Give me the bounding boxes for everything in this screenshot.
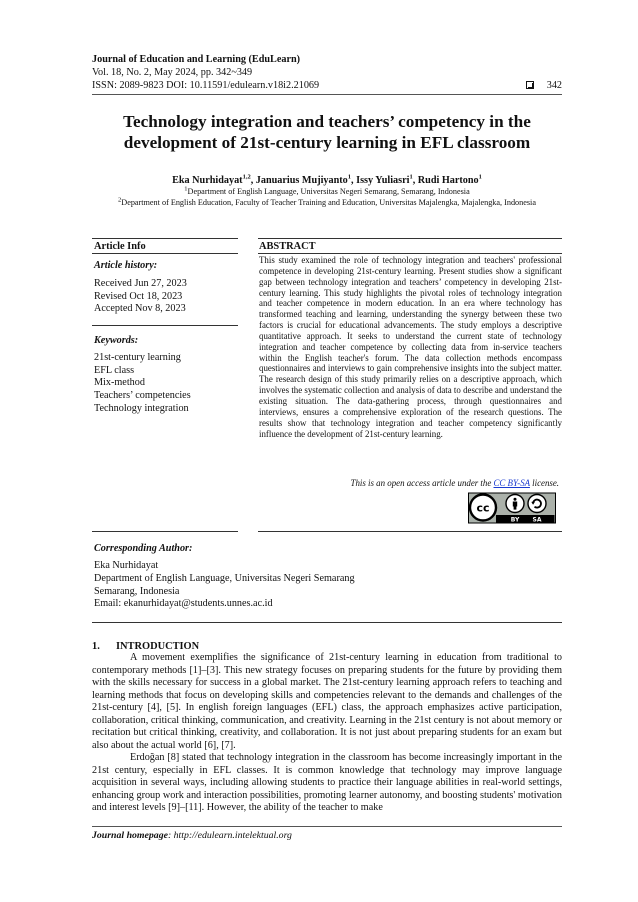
received-date: Received Jun 27, 2023 xyxy=(94,278,187,289)
history-rule xyxy=(92,325,238,326)
author-4: Rudi Hartono xyxy=(417,175,479,186)
cc-badge-cc-text: cc xyxy=(476,501,490,515)
journal-issn-doi xyxy=(92,79,562,92)
cc-badge-sa-text: SA xyxy=(532,516,542,524)
corresponding-name: Eka Nurhidayat xyxy=(94,560,159,571)
author-separator: , xyxy=(351,175,357,186)
introduction-paragraph-2: Erdoğan [8] stated that technology integration in the classroom has become increasingly important in the 21st century, especially in EFL classes. It is common knowledge that technology may improve language acquisition in several ways, including allowing students to practice their language abilities in real-world settings, enhancing group work and interaction possibilities, promoting learner autonomy, and boosting students' motivation and interest levels [9]–[11]. However, the ability of the teacher to make xyxy=(92,752,562,814)
corresponding-email[interactable]: Email: ekanurhidayat@students.unnes.ac.id xyxy=(94,598,273,610)
cc-badge-by-text: BY xyxy=(510,516,520,524)
affiliation-1-text: Department of English Language, Universitas Negeri Semarang, Semarang, Indonesia xyxy=(187,187,470,196)
article-info-top-rule xyxy=(92,238,238,239)
keywords-heading: Keywords: xyxy=(94,335,139,346)
keyword-item: Technology integration xyxy=(94,402,189,414)
section-title: INTRODUCTION xyxy=(116,641,200,652)
abstract-heading: ABSTRACT xyxy=(259,241,316,252)
article-info-heading-rule xyxy=(92,253,238,254)
affiliation-1-mark: 1 xyxy=(184,185,188,193)
keywords-list xyxy=(94,352,234,416)
keyword-item: Teachers’ competencies xyxy=(94,390,191,402)
license-suffix: license. xyxy=(529,478,559,488)
affiliation-2-text: Department of English Education, Faculty of Teacher Training and Education, Universitas Majalengka, Majalengka, Indonesia xyxy=(121,198,536,207)
cc-by-sa-license-icon[interactable] xyxy=(468,492,556,524)
footer-rule xyxy=(92,826,562,827)
abstract-text: This study examined the role of technology integration and teachers' professional competence in developing 21st-century learning. Present studies show a significant gap between technology integration and teachers’ competency in developing 21st-century learning. This study highlights the pivotal roles of technology integration and teacher competence in modern education. In an era where technology has transformed teaching and learning, understanding the synergy between these two factors is crucial for educational advancements. The study employs a descriptive quantitative approach. It seeks to understand the current state of technology integration and teacher competence by collecting data from in-service teachers within the English teacher's forum. The data collection methods encompass questionnaires and interviews to gain comprehensive insights into the subject matter. The research design of this study primarily relies on a descriptive approach, which involves the systematic collection and analysis of data to describe and understand the existing situation. The data-gathering process, through questionnaires and interviews, ensures a comprehensive exploration of the research questions. The results show that technology integration and teacher competency significantly influence the development of 21st-century learning. xyxy=(259,255,562,439)
checkbox-square-icon xyxy=(526,81,534,89)
abstract-top-rule xyxy=(258,238,562,239)
article-history-heading: Article history: xyxy=(94,260,158,271)
section-number: 1. xyxy=(92,641,100,652)
journal-homepage xyxy=(92,830,292,842)
author-1-affiliation: 1,2 xyxy=(242,173,251,181)
article-info-bottom-rule xyxy=(92,531,238,532)
corresponding-author-details xyxy=(94,560,554,611)
author-4-affiliation: 1 xyxy=(478,173,482,181)
article-title-line-1: Technology integration and teachers’ competency in the xyxy=(123,112,531,131)
corresponding-department: Department of English Language, Universitas Negeri Semarang xyxy=(94,572,355,584)
article-info-heading: Article Info xyxy=(94,241,146,252)
author-separator: , xyxy=(250,175,256,186)
cc-by-sa-link[interactable]: CC BY-SA xyxy=(493,478,530,488)
introduction-paragraph-1: A movement exemplifies the significance of 21st-century learning in education from traditional to contemporary methods [1]–[3]. This new strategy focuses on preparing students for the future by providing them with the skills necessary for success in a global market. The 21st-century learning approach refers to teaching and learning methods that focus on developing skills and competencies relevant to the demands and challenges of the 21st-century [4], [5]. In english foreign languages (EFL) class, the approach emphasizes active participation, collaboration, critical thinking, communication, and creativity. Learning in the 21st century is not about memory or recitation but critical thinking, creativity, and collaboration. It is not just about preparing students for an exam but also about the actual world [6], [7]. xyxy=(92,652,562,751)
page-number: 342 xyxy=(546,80,562,91)
affiliation-2 xyxy=(80,197,574,208)
affiliation-2-mark: 2 xyxy=(118,196,122,204)
corresponding-author-heading: Corresponding Author: xyxy=(94,543,193,554)
abstract-heading-rule xyxy=(258,253,562,254)
author-2-affiliation: 1 xyxy=(347,173,352,181)
keyword-item: Mix-method xyxy=(94,377,145,389)
author-3-affiliation: 1 xyxy=(409,173,413,181)
author-1: Eka Nurhidayat xyxy=(172,175,243,186)
author-separator: , xyxy=(412,175,418,186)
journal-homepage-label: Journal homepage xyxy=(92,830,168,841)
article-history-list xyxy=(94,278,234,316)
revised-date: Revised Oct 18, 2023 xyxy=(94,290,183,302)
journal-volume: Vol. 18, No. 2, May 2024, pp. 342~349 xyxy=(92,67,253,78)
abstract-bottom-rule xyxy=(258,531,562,532)
journal-name: Journal of Education and Learning (EduLearn) xyxy=(92,54,301,65)
article-title xyxy=(92,111,562,153)
license-statement xyxy=(259,478,559,489)
accepted-date: Accepted Nov 8, 2023 xyxy=(94,303,186,315)
article-title-line-2: development of 21st-century learning in EFL classroom xyxy=(123,133,531,152)
keyword-item: 21st-century learning xyxy=(94,352,181,363)
affiliation-1 xyxy=(80,186,574,197)
journal-homepage-url[interactable]: : http://edulearn.intelektual.org xyxy=(167,830,292,841)
author-2: Januarius Mujiyanto xyxy=(255,175,348,186)
keyword-item: EFL class xyxy=(94,364,135,376)
corresponding-city: Semarang, Indonesia xyxy=(94,585,180,597)
license-prefix: This is an open access article under the xyxy=(350,478,494,488)
header-rule xyxy=(92,94,562,95)
front-matter-bottom-rule xyxy=(92,622,562,623)
author-3: Issy Yuliasri xyxy=(356,175,410,186)
issn-doi-text: ISSN: 2089-9823 DOI: 10.11591/edulearn.v18i2.21069 xyxy=(92,80,320,91)
